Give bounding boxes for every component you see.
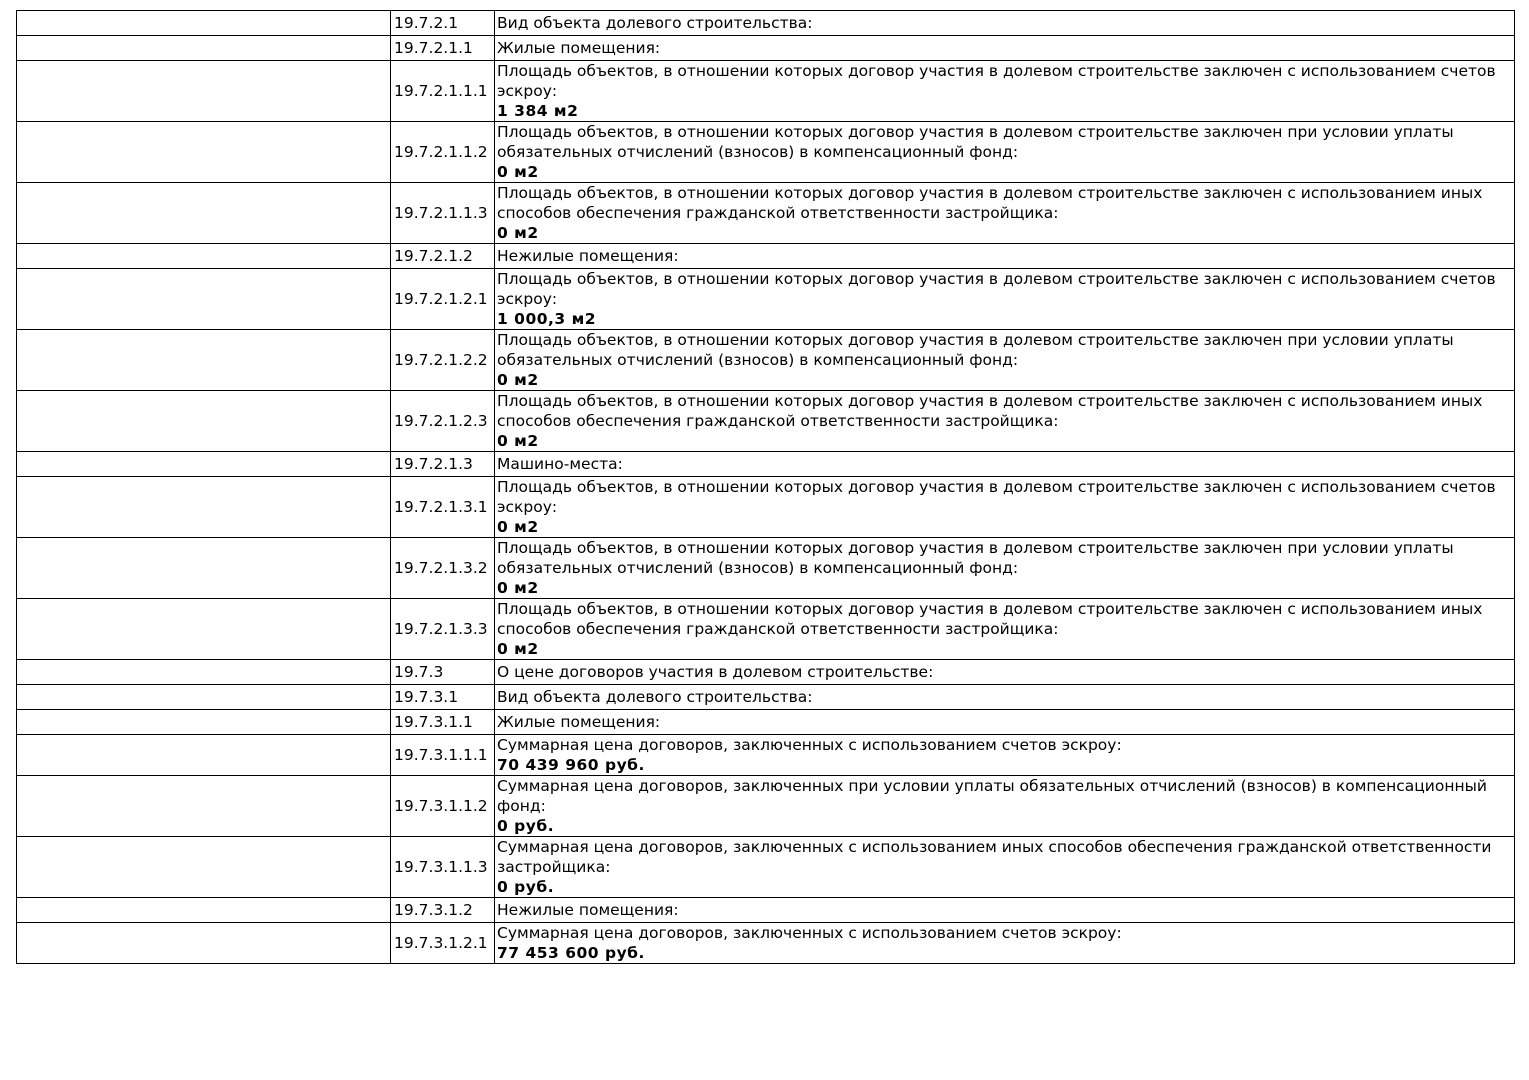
item-code: 19.7.2.1.1.2: [391, 122, 495, 183]
item-value: 0 м2: [497, 432, 539, 450]
item-value: 1 000,3 м2: [497, 310, 597, 328]
item-code: 19.7.3.1.2: [391, 898, 495, 923]
empty-cell: [17, 452, 391, 477]
item-label: Площадь объектов, в отношении которых договор участия в долевом строительстве заключен при условии уплаты обязательных отчислений (взносов) в компенсационный фонд:: [497, 123, 1454, 161]
item-content: [495, 269, 1515, 330]
item-content: [495, 538, 1515, 599]
item-code: 19.7.3.1.1.3: [391, 837, 495, 898]
item-value: 77 453 600 руб.: [497, 944, 645, 962]
document-table: [16, 10, 1515, 964]
item-label: Вид объекта долевого строительства:: [497, 14, 813, 32]
item-content: [495, 330, 1515, 391]
item-content: [495, 244, 1515, 269]
item-label: Суммарная цена договоров, заключенных с использованием счетов эскроу:: [497, 736, 1122, 754]
item-label: Нежилые помещения:: [497, 901, 679, 919]
item-label: О цене договоров участия в долевом строительстве:: [497, 663, 934, 681]
item-label: Суммарная цена договоров, заключенных при условии уплаты обязательных отчислений (взносов) в компенсационный фонд:: [497, 777, 1487, 815]
item-code: 19.7.2.1.3.1: [391, 477, 495, 538]
item-code: 19.7.2.1.2: [391, 244, 495, 269]
item-code: 19.7.2.1.3.2: [391, 538, 495, 599]
empty-cell: [17, 660, 391, 685]
table-row: [17, 183, 1515, 244]
item-content: [495, 452, 1515, 477]
item-code: 19.7.3.1.1.2: [391, 776, 495, 837]
item-content: [495, 837, 1515, 898]
item-code: 19.7.3.1: [391, 685, 495, 710]
item-content: [495, 735, 1515, 776]
item-code: 19.7.3.1.2.1: [391, 923, 495, 964]
item-content: [495, 923, 1515, 964]
empty-cell: [17, 183, 391, 244]
empty-cell: [17, 477, 391, 538]
item-value: 0 м2: [497, 163, 539, 181]
table-row: [17, 837, 1515, 898]
table-row: [17, 710, 1515, 735]
item-content: [495, 122, 1515, 183]
item-value: 0 м2: [497, 224, 539, 242]
item-content: [495, 36, 1515, 61]
item-value: 0 м2: [497, 640, 539, 658]
item-code: 19.7.2.1.2.2: [391, 330, 495, 391]
empty-cell: [17, 11, 391, 36]
empty-cell: [17, 61, 391, 122]
item-label: Площадь объектов, в отношении которых договор участия в долевом строительстве заключен с использованием иных способов обеспечения гражданской ответственности застройщика:: [497, 600, 1483, 638]
item-code: 19.7.3.1.1: [391, 710, 495, 735]
table-row: [17, 36, 1515, 61]
item-value: 70 439 960 руб.: [497, 756, 645, 774]
item-content: [495, 391, 1515, 452]
table-row: [17, 685, 1515, 710]
item-code: 19.7.2.1.3.3: [391, 599, 495, 660]
empty-cell: [17, 685, 391, 710]
table-row: [17, 11, 1515, 36]
empty-cell: [17, 122, 391, 183]
table-row: [17, 330, 1515, 391]
item-code: 19.7.3.1.1.1: [391, 735, 495, 776]
table-row: [17, 538, 1515, 599]
table-row: [17, 391, 1515, 452]
table-row: [17, 898, 1515, 923]
table-row: [17, 269, 1515, 330]
item-label: Площадь объектов, в отношении которых договор участия в долевом строительстве заключен с использованием счетов эскроу:: [497, 478, 1496, 516]
item-label: Площадь объектов, в отношении которых договор участия в долевом строительстве заключен при условии уплаты обязательных отчислений (взносов) в компенсационный фонд:: [497, 539, 1454, 577]
table-row: [17, 61, 1515, 122]
item-code: 19.7.2.1: [391, 11, 495, 36]
empty-cell: [17, 898, 391, 923]
item-content: [495, 183, 1515, 244]
empty-cell: [17, 599, 391, 660]
table-row: [17, 776, 1515, 837]
item-label: Машино-места:: [497, 455, 623, 473]
item-content: [495, 11, 1515, 36]
item-code: 19.7.2.1.1.1: [391, 61, 495, 122]
item-label: Жилые помещения:: [497, 39, 661, 57]
item-code: 19.7.2.1.1.3: [391, 183, 495, 244]
empty-cell: [17, 837, 391, 898]
item-code: 19.7.3: [391, 660, 495, 685]
item-content: [495, 599, 1515, 660]
table-row: [17, 599, 1515, 660]
item-label: Площадь объектов, в отношении которых договор участия в долевом строительстве заключен с использованием счетов эскроу:: [497, 62, 1496, 100]
item-content: [495, 710, 1515, 735]
empty-cell: [17, 269, 391, 330]
item-label: Площадь объектов, в отношении которых договор участия в долевом строительстве заключен с использованием иных способов обеспечения гражданской ответственности застройщика:: [497, 392, 1483, 430]
item-label: Нежилые помещения:: [497, 247, 679, 265]
item-value: 0 руб.: [497, 817, 555, 835]
item-label: Площадь объектов, в отношении которых договор участия в долевом строительстве заключен при условии уплаты обязательных отчислений (взносов) в компенсационный фонд:: [497, 331, 1454, 369]
table-row: [17, 122, 1515, 183]
item-content: [495, 776, 1515, 837]
item-value: 0 м2: [497, 518, 539, 536]
item-content: [495, 477, 1515, 538]
empty-cell: [17, 710, 391, 735]
item-label: Суммарная цена договоров, заключенных с использованием иных способов обеспечения гражданской ответственности застройщика:: [497, 838, 1492, 876]
empty-cell: [17, 36, 391, 61]
item-code: 19.7.2.1.1: [391, 36, 495, 61]
item-label: Жилые помещения:: [497, 713, 661, 731]
item-content: [495, 660, 1515, 685]
empty-cell: [17, 391, 391, 452]
empty-cell: [17, 538, 391, 599]
item-label: Площадь объектов, в отношении которых договор участия в долевом строительстве заключен с использованием иных способов обеспечения гражданской ответственности застройщика:: [497, 184, 1483, 222]
empty-cell: [17, 330, 391, 391]
item-content: [495, 685, 1515, 710]
item-code: 19.7.2.1.3: [391, 452, 495, 477]
item-code: 19.7.2.1.2.3: [391, 391, 495, 452]
table-row: [17, 660, 1515, 685]
empty-cell: [17, 244, 391, 269]
item-code: 19.7.2.1.2.1: [391, 269, 495, 330]
empty-cell: [17, 735, 391, 776]
empty-cell: [17, 776, 391, 837]
item-content: [495, 61, 1515, 122]
table-row: [17, 923, 1515, 964]
item-value: 1 384 м2: [497, 102, 579, 120]
empty-cell: [17, 923, 391, 964]
table-body: [17, 11, 1515, 964]
item-label: Суммарная цена договоров, заключенных с использованием счетов эскроу:: [497, 924, 1122, 942]
item-label: Вид объекта долевого строительства:: [497, 688, 813, 706]
table-row: [17, 452, 1515, 477]
item-content: [495, 898, 1515, 923]
table-row: [17, 735, 1515, 776]
item-value: 0 м2: [497, 371, 539, 389]
item-value: 0 м2: [497, 579, 539, 597]
item-label: Площадь объектов, в отношении которых договор участия в долевом строительстве заключен с использованием счетов эскроу:: [497, 270, 1496, 308]
item-value: 0 руб.: [497, 878, 555, 896]
table-row: [17, 477, 1515, 538]
table-row: [17, 244, 1515, 269]
